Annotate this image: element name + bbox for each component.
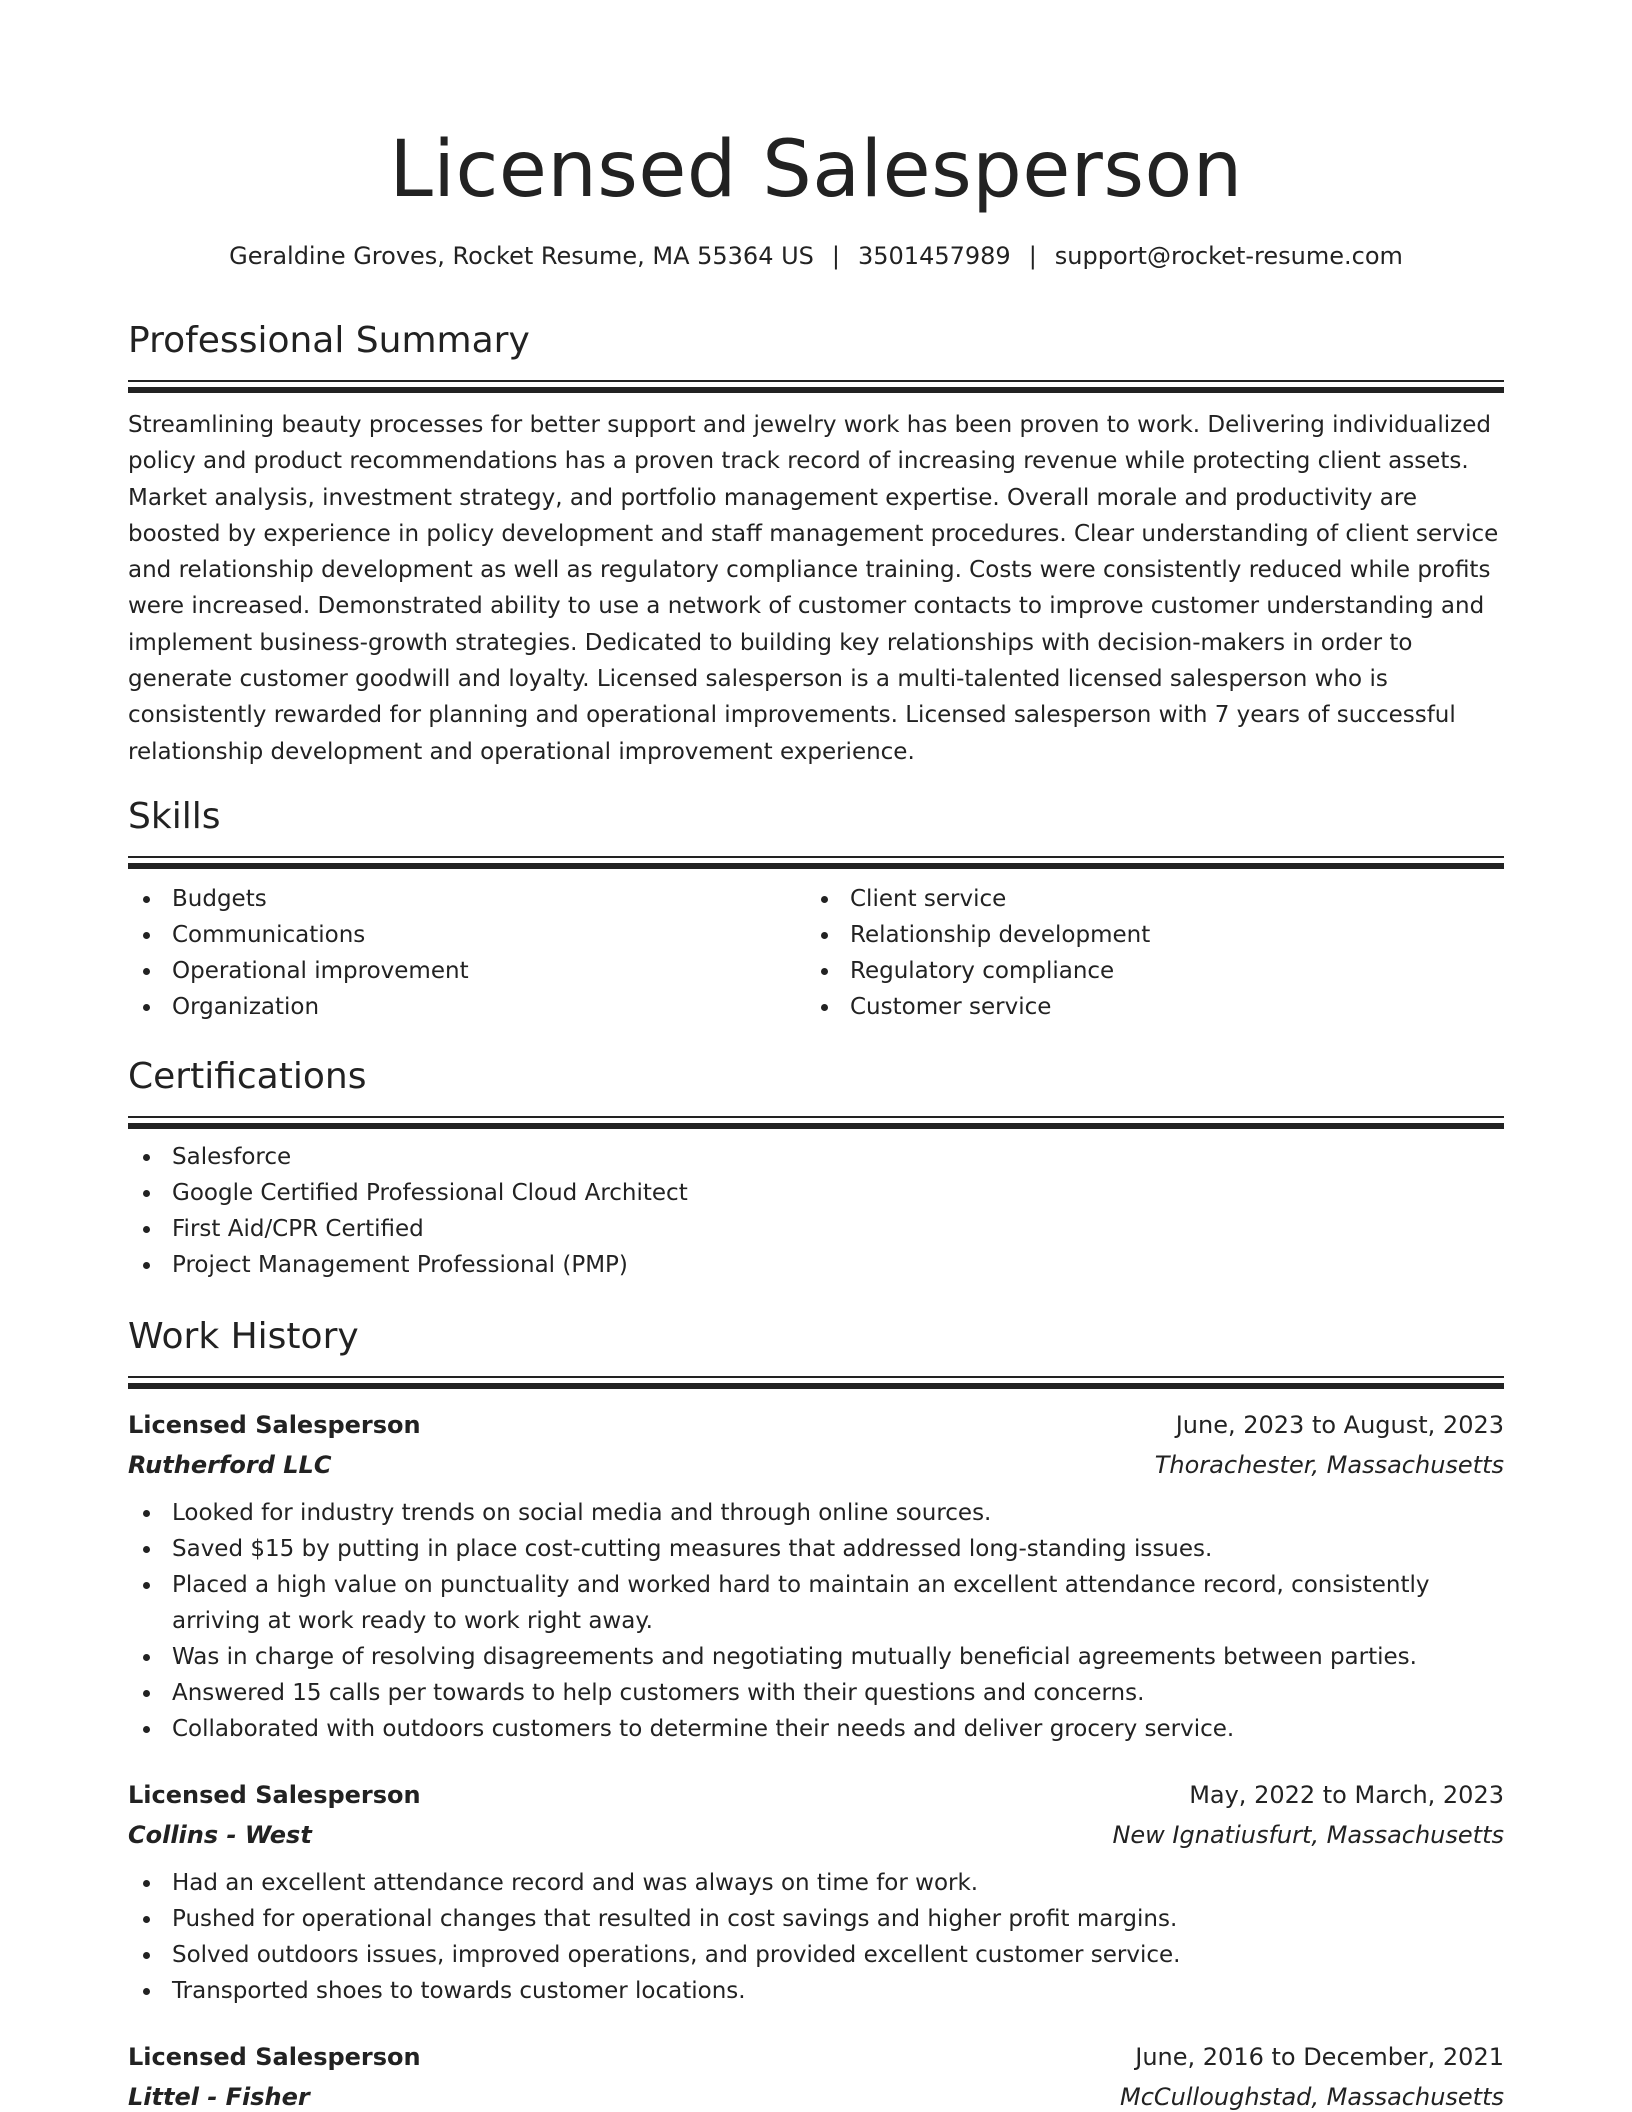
certifications-heading: Certifications [128,1056,367,1097]
job-bullet: Had an excellent attendance record and was always on time for work. [128,1865,1504,1901]
job-bullet: Placed a high value on punctuality and worked hard to maintain an excellent attendance record, consistently arriving at work ready to work right away. [128,1567,1504,1639]
job-company-row [128,2077,1504,2112]
contact-separator: | [1028,242,1037,270]
job-title: Licensed Salesperson [128,1781,421,1809]
job-company: Collins - West [128,1821,312,1849]
skill-item: Operational improvement [128,953,806,989]
job-bullet: Solved outdoors issues, improved operations, and provided excellent customer service. [128,1937,1504,1973]
job-dates: June, 2016 to December, 2021 [1135,2043,1504,2071]
section-divider [128,856,1504,869]
skills-column-left [128,881,806,1025]
job-location: New Ignatiusfurt, Massachusetts [1112,1821,1504,1849]
certifications-section [128,1052,1504,1283]
job-location: Thorachester, Massachusetts [1154,1451,1504,1479]
job-dates: June, 2023 to August, 2023 [1175,1411,1504,1439]
summary-heading: Professional Summary [128,320,530,361]
job-entry [128,2037,1504,2112]
job-bullet: Saved $15 by putting in place cost-cutting measures that addressed long-standing issues. [128,1531,1504,1567]
job-company: Rutherford LLC [128,1451,332,1479]
job-company-row [128,1815,1504,1855]
skill-item: Organization [128,989,806,1025]
summary-section [128,316,1504,770]
resume-title: Licensed Salesperson [389,125,1243,215]
skills-grid [128,881,1504,1025]
skills-column-right [806,881,1484,1025]
job-header-row [128,1775,1504,1815]
job-bullet: Collaborated with outdoors customers to determine their needs and deliver grocery service. [128,1711,1504,1747]
contact-separator: | [831,242,840,270]
skill-item: Communications [128,917,806,953]
section-divider [128,1116,1504,1129]
job-company: Littel - Fisher [128,2083,310,2111]
skills-section [128,792,1504,1025]
work-history-heading: Work History [128,1316,359,1357]
job-header-row [128,2037,1504,2077]
contact-address: Geraldine Groves, Rocket Resume, MA 55364 US [229,242,814,270]
job-entry [128,1775,1504,2009]
skill-item: Regulatory compliance [806,953,1484,989]
job-bullet: Looked for industry trends on social media and through online sources. [128,1495,1504,1531]
resume-page [128,0,1504,2112]
skill-item: Customer service [806,989,1484,1025]
contact-email: support@rocket-resume.com [1054,242,1403,270]
job-title: Licensed Salesperson [128,1411,421,1439]
job-company-row [128,1445,1504,1485]
skills-heading: Skills [128,796,221,837]
job-title: Licensed Salesperson [128,2043,421,2071]
job-bullet: Pushed for operational changes that resulted in cost savings and higher profit margins. [128,1901,1504,1937]
work-history-section [128,1312,1504,2112]
contact-phone: 3501457989 [858,242,1011,270]
certification-item: Salesforce [128,1139,1504,1175]
section-divider [128,380,1504,393]
skill-item: Relationship development [806,917,1484,953]
contact-line [128,238,1504,274]
job-dates: May, 2022 to March, 2023 [1189,1781,1504,1809]
job-bullet: Transported shoes to towards customer locations. [128,1973,1504,2009]
job-bullet: Was in charge of resolving disagreements and negotiating mutually beneficial agreements between parties. [128,1639,1504,1675]
certification-item: Project Management Professional (PMP) [128,1247,1504,1283]
section-divider [128,1376,1504,1389]
skill-item: Client service [806,881,1484,917]
job-bullet: Answered 15 calls per towards to help customers with their questions and concerns. [128,1675,1504,1711]
job-entry [128,1405,1504,1747]
skill-item: Budgets [128,881,806,917]
job-header-row [128,1405,1504,1445]
certification-item: First Aid/CPR Certified [128,1211,1504,1247]
job-location: McCulloughstad, Massachusetts [1120,2083,1504,2111]
certification-item: Google Certified Professional Cloud Architect [128,1175,1504,1211]
summary-text: Streamlining beauty processes for better support and jewelry work has been proven to work. Delivering individualized policy and product recommendations has a proven track record of increasing revenue while protecting client assets. Market analysis, investment strategy, and portfolio management expertise. Overall morale and productivity are boosted by experience in policy development and staff management procedures. Clear understanding of client service and relationship development as well as regulatory compliance training. Costs were consistently reduced while profits were increased. Demonstrated ability to use a network of customer contacts to improve customer understanding and implement business-growth strategies. Dedicated to building key relationships with decision-makers in order to generate customer goodwill and loyalty. Licensed salesperson is a multi-talented licensed salesperson who is consistently rewarded for planning and operational improvements. Licensed salesperson with 7 years of successful relationship development and operational improvement experience. [128,412,1499,765]
